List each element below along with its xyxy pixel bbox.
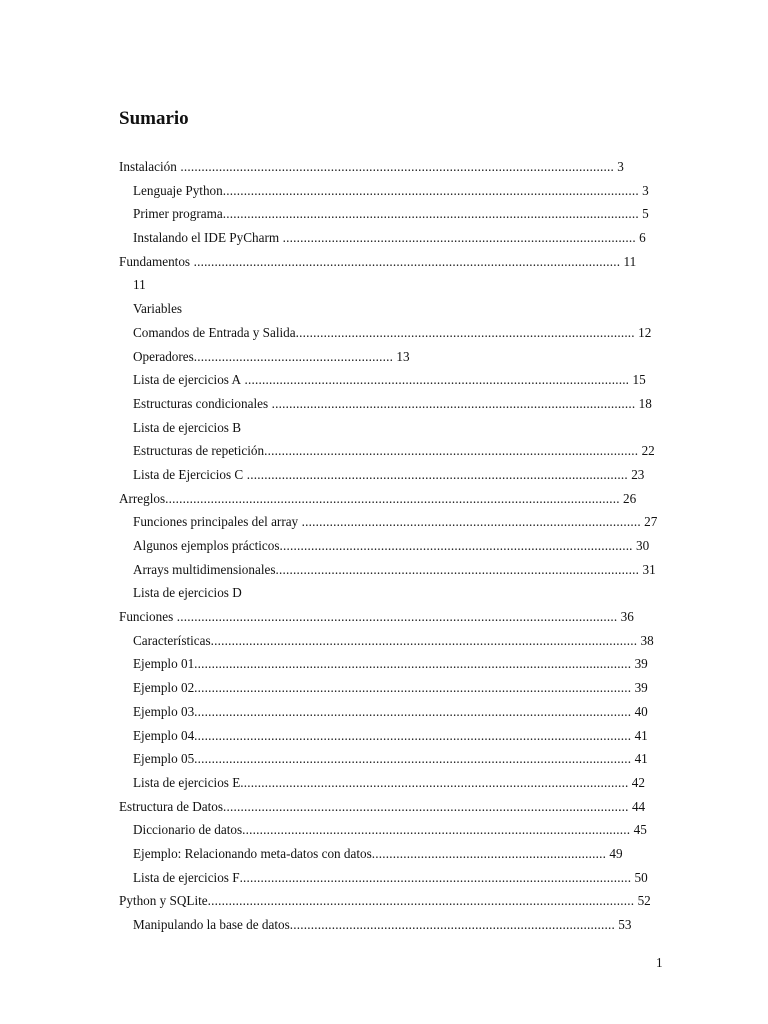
toc-entry-page-number: 50 (631, 869, 648, 885)
toc-entry-page-number: 13 (393, 348, 410, 364)
toc-entry-label: Ejemplo 02 (133, 680, 195, 696)
toc-entry[interactable] (0, 226, 768, 250)
toc-entry-dot-leader: ........................................................................................................... (264, 443, 639, 459)
toc-entry[interactable] (0, 913, 768, 937)
toc-entry-label: Diccionario de datos (133, 822, 243, 838)
toc-entry-dot-leader: ............................................................................................. (289, 917, 615, 932)
toc-entry[interactable] (0, 605, 768, 629)
toc-entry-dot-leader: .......................................................................................................................... (210, 632, 638, 648)
toc-entry-page-number: 22 (638, 443, 655, 459)
toc-entry-dot-leader: ............................................................................................................................. (194, 727, 632, 743)
toc-entry-dot-leader: .................................................................................................................... (223, 798, 629, 814)
toc-entry-label: Estructura de Datos (119, 798, 223, 814)
toc-entry[interactable] (0, 889, 768, 913)
toc-entry-dot-leader: .......................................................................................................................... (207, 893, 635, 909)
toc-entry[interactable] (0, 700, 768, 724)
toc-entry-page-number: 39 (631, 680, 648, 696)
toc-entry[interactable] (0, 558, 768, 582)
toc-entry-label: Lista de ejercicios F (133, 869, 240, 885)
toc-entry-label: Lista de ejercicios D (133, 585, 242, 601)
toc-entry-dot-leader: ......................................................... (193, 348, 394, 364)
toc-entry-label: Funciones (119, 609, 174, 625)
toc-entry-dot-leader: ............................................................................................................. (243, 466, 628, 482)
toc-entry-label: Instalación (119, 159, 177, 174)
toc-entry[interactable] (0, 297, 768, 321)
toc-entry-label: Lista de ejercicios A (133, 372, 242, 388)
toc-entry[interactable] (0, 771, 768, 795)
toc-entry-label: Fundamentos (119, 253, 191, 269)
toc-entry-dot-leader: .............................................................................................................. (241, 372, 630, 388)
toc-entry-label: Ejemplo 05 (133, 751, 195, 767)
toc-entry[interactable] (0, 179, 768, 203)
toc-entry-page-number: 49 (606, 845, 623, 861)
toc-entry-page-number: 15 (629, 372, 646, 388)
toc-entry-label: Python y SQLite (119, 893, 208, 909)
toc-entry[interactable] (0, 581, 768, 605)
toc-entry-page-number: 3 (613, 159, 624, 174)
toc-entry-label: Ejemplo 04 (133, 727, 195, 743)
toc-entry-label: Primer programa (133, 206, 223, 222)
toc-entry[interactable] (0, 676, 768, 700)
toc-entry-page-number: 39 (631, 656, 648, 672)
toc-entry-page-number: 6 (635, 230, 646, 246)
toc-entry[interactable] (0, 629, 768, 653)
toc-entry-label: Lista de Ejercicios C (133, 466, 244, 482)
toc-entry-dot-leader: ............................................................................................................................ (176, 159, 614, 174)
toc-entry-label: Operadores (133, 348, 194, 364)
toc-entry[interactable] (0, 487, 768, 511)
toc-entry-page-number: 41 (631, 751, 648, 767)
toc-entry-dot-leader: ................................................................... (371, 845, 607, 861)
toc-entry-page-number: 45 (630, 822, 647, 838)
toc-entry-page-number: 38 (637, 632, 654, 648)
toc-entry-dot-leader: ............................................................................................................................. (194, 703, 632, 719)
toc-entry[interactable] (0, 439, 768, 463)
toc-entry-label: Arreglos (119, 490, 166, 506)
toc-entry-page-number: 36 (617, 609, 634, 625)
page-number: 1 (656, 955, 663, 970)
toc-entry[interactable] (0, 392, 768, 416)
toc-entry[interactable] (0, 368, 768, 392)
toc-entry-label: Instalando el IDE PyCharm (133, 230, 280, 246)
toc-entry-label: 11 (133, 277, 146, 293)
toc-entry-label: Características (133, 632, 211, 648)
toc-entry-label: Comandos de Entrada y Salida (133, 324, 296, 340)
toc-entry-page-number: 11 (620, 253, 637, 269)
toc-entry-dot-leader: ........................................................................................................ (275, 561, 640, 577)
toc-entry[interactable] (0, 534, 768, 558)
toc-entry-dot-leader: .......................................................................................................................... (190, 253, 621, 269)
toc-entry[interactable] (0, 155, 768, 179)
toc-entry-dot-leader: ................................................................................................................ (239, 869, 632, 885)
toc-entry[interactable] (0, 866, 768, 890)
toc-entry-dot-leader: ............................................................................................................... (240, 774, 629, 790)
toc-entry-dot-leader: ....................................................................................................................... (222, 206, 639, 222)
toc-entry-page-number: 31 (639, 561, 656, 577)
toc-entry-dot-leader: ....................................................................................................................... (222, 182, 639, 198)
toc-entry-dot-leader: ................................................................................................. (298, 514, 641, 530)
toc-entry-page-number: 26 (619, 490, 637, 506)
toc-entry-label: Arrays multidimensionales (133, 561, 276, 577)
toc-entry-page-number: 40 (631, 703, 648, 719)
toc-entry-dot-leader: ............................................................................................................................. (194, 656, 632, 672)
toc-entry[interactable] (0, 747, 768, 771)
toc-entry-label: Estructuras condicionales (133, 395, 269, 411)
toc-entry-dot-leader: ............................................................................................................... (242, 822, 631, 838)
toc-entry-label: Lista de ejercicios E (133, 774, 241, 790)
toc-entry[interactable] (0, 795, 768, 819)
toc-entry-label: Manipulando la base de datos (133, 917, 290, 932)
toc-entry[interactable] (0, 842, 768, 866)
toc-entry-dot-leader: ..................................................................................................... (279, 230, 636, 246)
toc-entry[interactable] (0, 250, 768, 274)
toc-entry-label: Variables (133, 301, 183, 317)
toc-entry-page-number: 18 (635, 395, 652, 411)
toc-entry-dot-leader: ............................................................................................................................. (194, 680, 632, 696)
toc-entry[interactable] (0, 416, 768, 440)
toc-entry[interactable] (0, 202, 768, 226)
toc-entry[interactable] (0, 463, 768, 487)
toc-entry[interactable] (0, 724, 768, 748)
toc-entry-page-number: 42 (628, 774, 645, 790)
toc-entry-page-number: 30 (632, 538, 650, 553)
toc-entry-label: Lista de ejercicios B (133, 419, 242, 435)
toc-entry-dot-leader: ........................................................................................................ (268, 395, 636, 411)
toc-entry[interactable] (0, 321, 768, 345)
toc-entry-label: Lenguaje Python (133, 182, 223, 198)
toc-entry-label: Ejemplo 03 (133, 703, 195, 719)
toc-entry-dot-leader: ..................................................................................................... (279, 538, 633, 553)
toc-entry-page-number: 41 (631, 727, 648, 743)
toc-entry-label: Algunos ejemplos prácticos (133, 538, 280, 553)
toc-entry-dot-leader: .................................................................................................................................. (165, 490, 620, 506)
toc-entry-dot-leader: ............................................................................................................................. (194, 751, 632, 767)
toc-entry[interactable] (0, 652, 768, 676)
toc-entry[interactable] (0, 510, 768, 534)
toc-entry[interactable] (0, 818, 768, 842)
toc-entry-page-number: 53 (614, 917, 632, 932)
toc-entry-label: Estructuras de repetición (133, 443, 265, 459)
table-of-contents (0, 155, 768, 937)
toc-entry-dot-leader: .............................................................................................................................. (173, 609, 618, 625)
toc-entry-page-number: 12 (634, 324, 652, 340)
toc-entry-page-number: 52 (634, 893, 651, 909)
toc-entry-label: Funciones principales del array (133, 514, 299, 530)
toc-entry-page-number: 5 (638, 206, 649, 222)
toc-entry-page-number: 23 (627, 466, 645, 482)
toc-entry-label: Ejemplo 01 (133, 656, 195, 672)
page-title: Sumario (119, 108, 189, 129)
toc-entry-dot-leader: ................................................................................................. (295, 324, 635, 340)
toc-entry[interactable] (0, 273, 768, 297)
toc-entry-page-number: 3 (638, 182, 649, 198)
toc-entry-label: Ejemplo: Relacionando meta-datos con datos (133, 845, 372, 861)
toc-entry-page-number: 44 (628, 798, 646, 814)
toc-entry[interactable] (0, 345, 768, 369)
toc-entry-page-number: 27 (640, 514, 658, 530)
